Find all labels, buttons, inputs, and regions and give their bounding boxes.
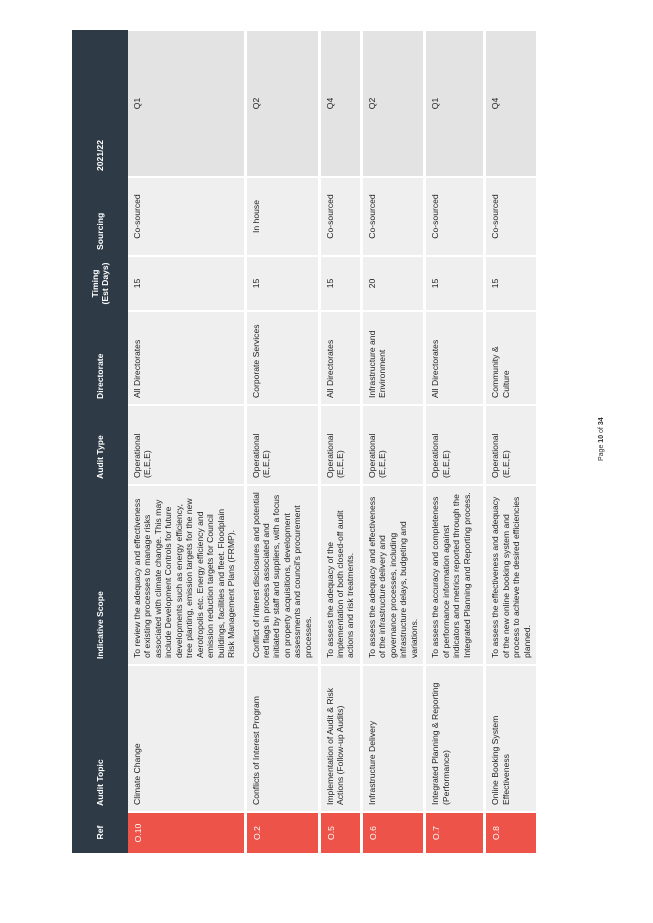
quarter-cell: Q4 [485,30,538,177]
audit-type-cell: Operational (E,E,E) [128,405,245,485]
header-audit-topic: Audit Topic [72,665,128,812]
quarter-cell: Q1 [425,30,485,177]
table-row [319,30,361,853]
audit-type-cell: Operational (E,E,E) [245,405,319,485]
ref-cell: O.6 [361,812,424,853]
table-header-row [72,30,128,853]
header-sourcing: Sourcing [72,177,128,256]
scope-cell: To assess the adequacy and effectiveness of the infrastructure delivery and governance processes, including infrastructure delays, budgeting and variations. [361,485,424,665]
quarter-cell: Q2 [361,30,424,177]
audit-topic-cell: Conflicts of Interest Program [245,665,319,812]
scope-cell: Conflict of interest disclosures and potential red flags in process associated and initiated by staff and suppliers, with a focus on property acquisitions, development assessments and council's procurement processes. [245,485,319,665]
audit-plan-table-rotated [72,30,532,853]
audit-type-cell: Operational (E,E,E) [485,405,538,485]
header-year: 2021/22 [72,30,128,177]
header-audit-type: Audit Type [72,405,128,485]
timing-cell: 15 [485,256,538,311]
directorate-cell: All Directorates [128,311,245,405]
quarter-cell: Q4 [319,30,361,177]
page-total: 34 [598,417,605,426]
ref-cell: O.2 [245,812,319,853]
audit-topic-cell: Integrated Planning & Reporting (Performance) [425,665,485,812]
page-of: of [598,425,605,435]
directorate-cell: All Directorates [319,311,361,405]
sourcing-cell: Co-sourced [485,177,538,256]
audit-topic-cell: Implementation of Audit & Risk Actions (Follow-up Audits) [319,665,361,812]
scope-cell: To assess the effectiveness and adequacy of the new online booking system and process to achieve the desired efficiencies planned. [485,485,538,665]
audit-topic-cell: Online Booking System Effectiveness [485,665,538,812]
directorate-cell: All Directorates [425,311,485,405]
timing-cell: 15 [245,256,319,311]
audit-type-cell: Operational (E,E,E) [425,405,485,485]
timing-cell: 20 [361,256,424,311]
timing-cell: 15 [425,256,485,311]
timing-cell: 15 [319,256,361,311]
quarter-cell: Q2 [245,30,319,177]
ref-cell: O.5 [319,812,361,853]
scope-cell: To review the adequacy and effectiveness of existing processes to manage risks associated with climate change. This may include Development Controls for future developments such as energy efficiency, tree planting, emission targets for the new Aerotropolis etc. Energy efficiency and emission reduction targets for Council buildings, facilities and fleet. Floodplain Risk Management Plans (FRMP). [128,485,245,665]
sourcing-cell: Co-sourced [425,177,485,256]
sourcing-cell: Co-sourced [319,177,361,256]
sourcing-cell: Co-sourced [128,177,245,256]
timing-cell: 15 [128,256,245,311]
ref-cell: O.7 [425,812,485,853]
page-number [598,417,605,461]
audit-type-cell: Operational (E,E,E) [361,405,424,485]
sourcing-cell: Co-sourced [361,177,424,256]
ref-cell: O.8 [485,812,538,853]
table-row [245,30,319,853]
table-row [128,30,245,853]
directorate-cell: Corporate Services [245,311,319,405]
scope-cell: To assess the adequacy of the implementation of both closed-off audit actions and risk treatments. [319,485,361,665]
directorate-cell: Community & Culture [485,311,538,405]
table-row [425,30,485,853]
table-row [485,30,538,853]
quarter-cell: Q1 [128,30,245,177]
page-current: 10 [598,434,605,443]
audit-plan-table [72,29,539,853]
sourcing-cell: In house [245,177,319,256]
page-prefix: Page [598,442,605,461]
header-directorate: Directorate [72,311,128,405]
audit-topic-cell: Climate Change [128,665,245,812]
scope-cell: To assess the accuracy and completeness of performance information against indicators and metrics reported through the Integrated Planning and Reporting process. [425,485,485,665]
audit-type-cell: Operational (E,E,E) [319,405,361,485]
directorate-cell: Infrastructure and Environment [361,311,424,405]
header-timing: Timing (Est Days) [72,256,128,311]
audit-topic-cell: Infrastructure Delivery [361,665,424,812]
table-row [361,30,424,853]
ref-cell: O.10 [128,812,245,853]
header-indicative-scope: Indicative Scope [72,485,128,665]
header-ref: Ref [72,812,128,853]
